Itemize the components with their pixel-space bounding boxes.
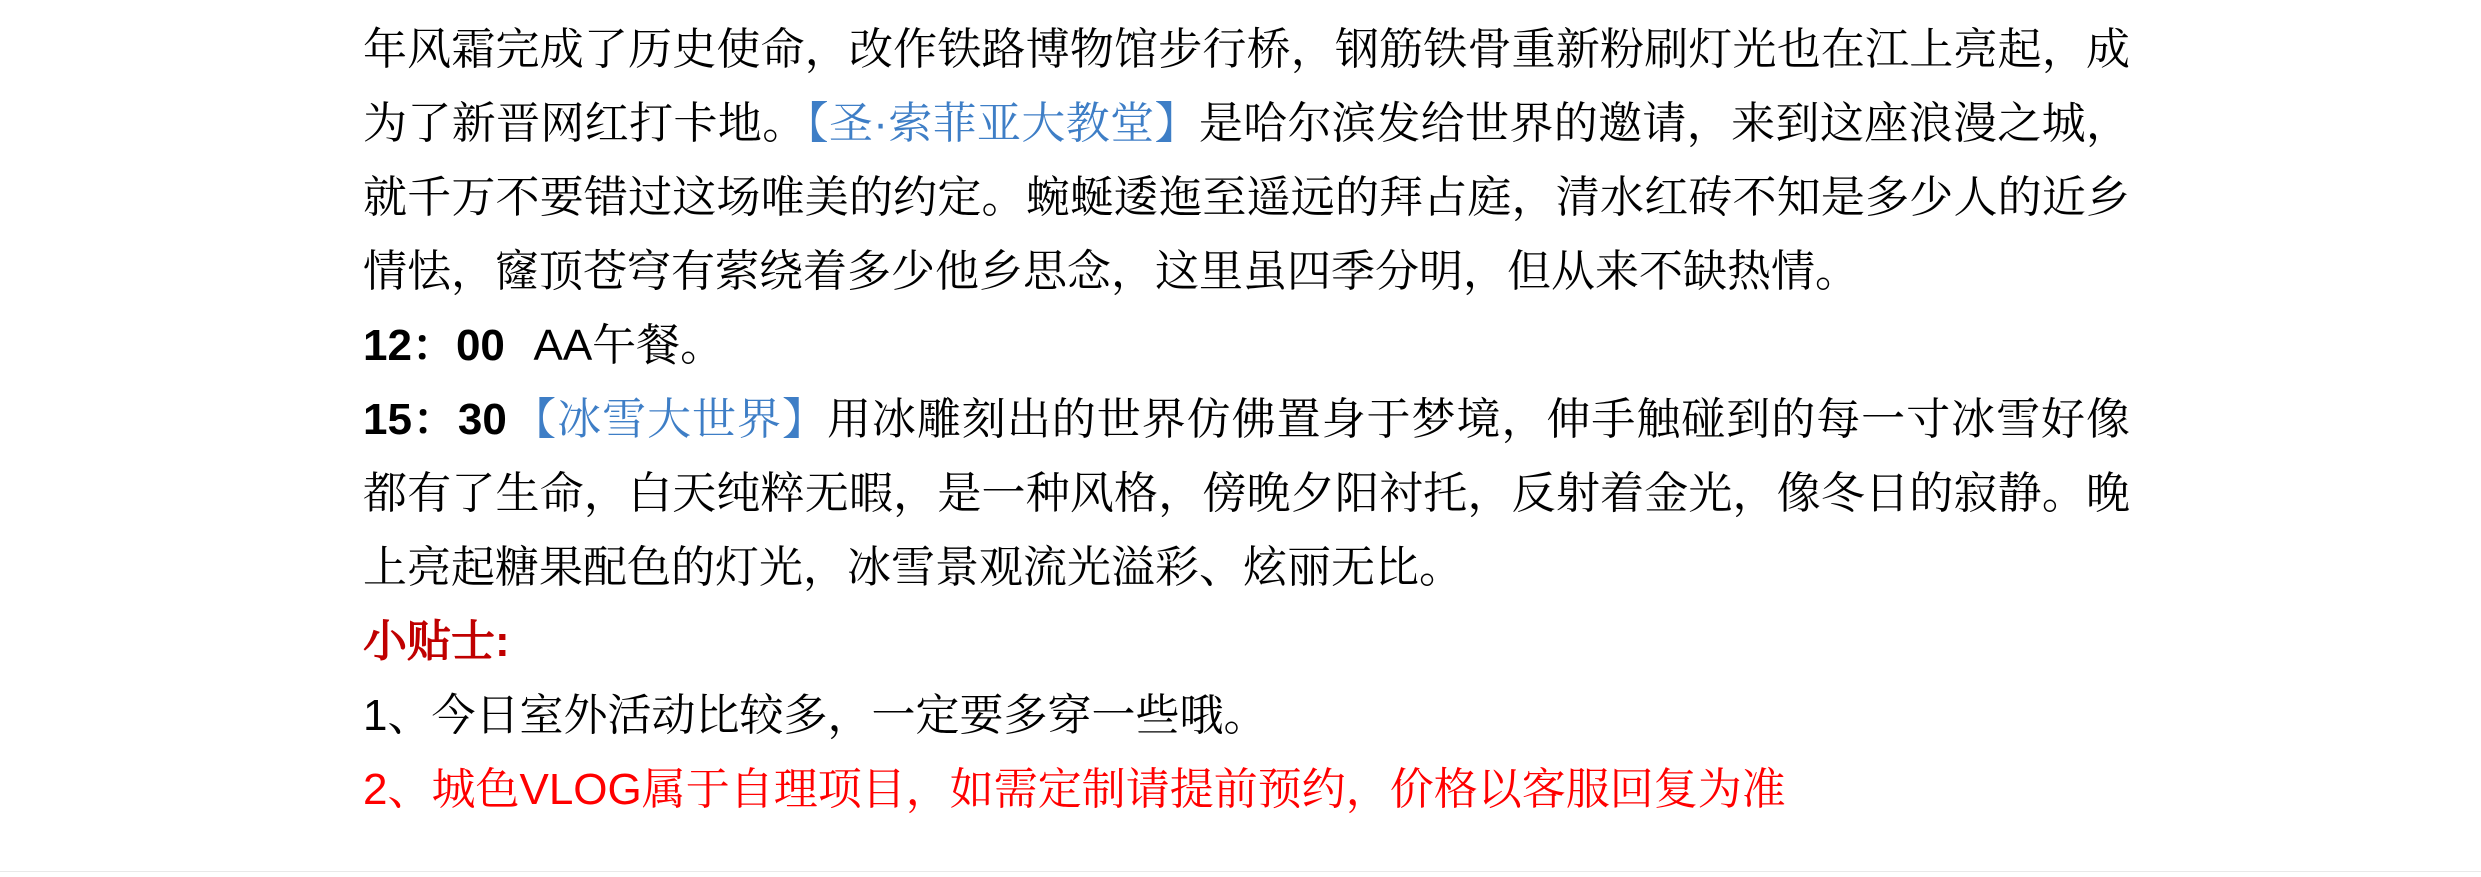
- schedule-item-lunch: [363, 309, 2130, 383]
- lunch-time: 12：00: [363, 321, 505, 370]
- paragraph-harbin-intro: [363, 13, 2130, 309]
- schedule-item-ice-world: [363, 383, 2130, 605]
- intro-text-before-link: 年风霜完成了历史使命，改作铁路博物馆步行桥，钢筋铁骨重新粉刷灯光也在江上亮起，成为了新晋网红打卡地。: [363, 25, 2130, 148]
- link-ice-snow-world[interactable]: 【冰雪大世界】: [511, 395, 827, 444]
- ice-world-text: 用冰雕刻出的世界仿佛置身于梦境，伸手触碰到的每一寸冰雪好像都有了生命，白天纯粹无暇，是一种风格，傍晚夕阳衬托，反射着金光，像冬日的寂静。晚上亮起糖果配色的灯光，冰雪景观流光溢彩、炫丽无比。: [363, 395, 2131, 592]
- tip-item-1: 1、今日室外活动比较多，一定要多穿一些哦。: [363, 691, 1268, 740]
- ice-world-time: 15：30: [363, 395, 507, 444]
- page-bottom-edge: [0, 871, 2481, 872]
- lunch-text: AA午餐。: [533, 321, 725, 370]
- itinerary-text-block: [363, 13, 2130, 827]
- tip-item-2: 2、城色VLOG属于自理项目，如需定制请提前预约，价格以客服回复为准: [363, 765, 1786, 814]
- link-st-sophia-cathedral[interactable]: 【圣·索菲亚大教堂】: [806, 99, 1199, 148]
- intro-text-after-link: 是哈尔滨发给世界的邀请，来到这座浪漫之城，就千万不要错过这场唯美的约定。蜿蜒逶迤至遥远的拜占庭，清水红砖不知是多少人的近乡情怯，窿顶苍穹有萦绕着多少他乡思念，这里虽四季分明，但从来不缺热情。: [363, 99, 2131, 296]
- tips-heading: 小贴士:: [363, 617, 510, 666]
